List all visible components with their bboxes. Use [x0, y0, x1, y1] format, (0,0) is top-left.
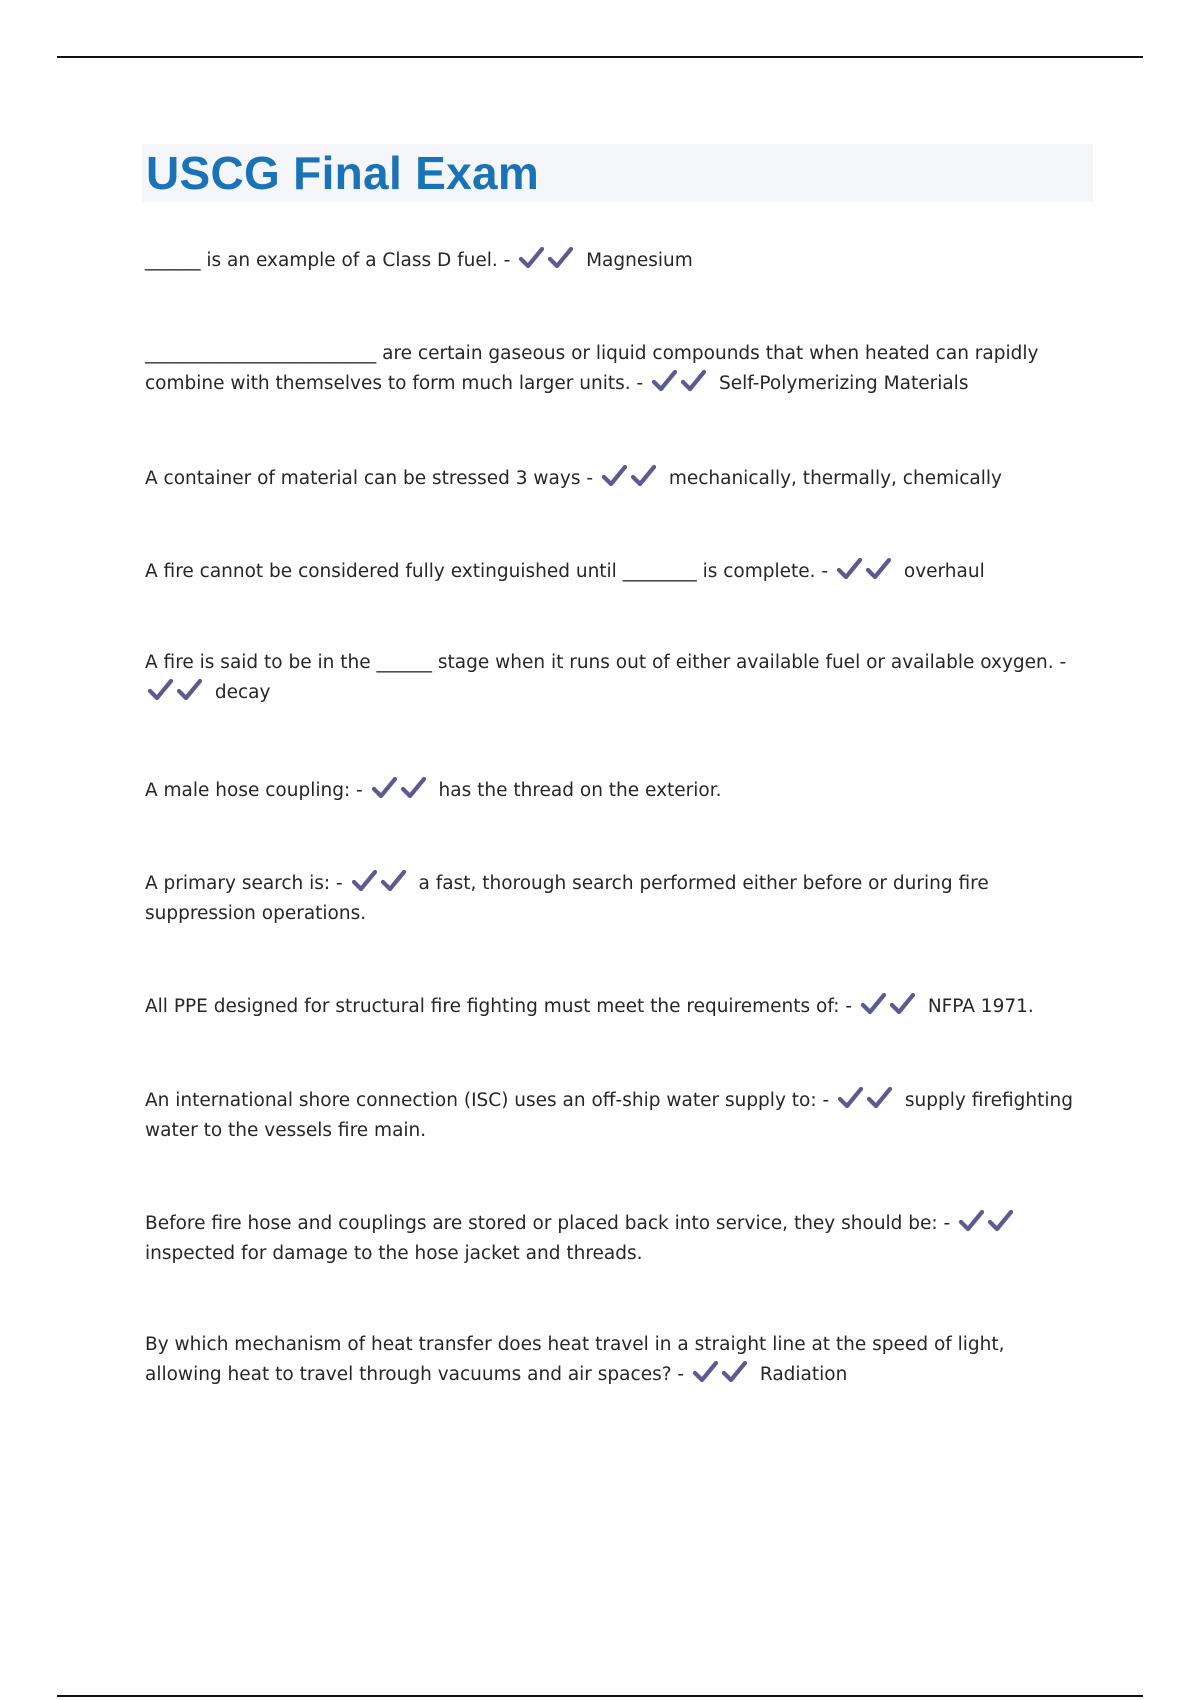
answer-text: Self-Polymerizing Materials — [718, 373, 969, 394]
qa-item-6 — [145, 776, 1085, 806]
double-check-icon — [958, 1209, 1016, 1233]
qa-item-10 — [145, 1209, 1085, 1269]
question-text: A fire cannot be considered fully extinguished until ________ is complete. - — [145, 561, 829, 582]
qa-item-9 — [145, 1086, 1085, 1146]
double-check-icon — [147, 678, 205, 702]
answer-text: NFPA 1971. — [927, 996, 1034, 1017]
qa-item-2 — [145, 339, 1085, 399]
qa-item-7 — [145, 869, 1085, 929]
answer-text: Magnesium — [586, 250, 693, 271]
double-check-icon — [692, 1360, 750, 1384]
question-text: All PPE designed for structural fire fighting must meet the requirements of: - — [145, 996, 853, 1017]
answer-text: a fast, thorough search performed either before or during fire suppression operations. — [145, 873, 989, 924]
answer-text: supply firefighting water to the vessels fire main. — [145, 1090, 1073, 1141]
qa-item-11 — [145, 1330, 1085, 1390]
answer-text: overhaul — [903, 561, 985, 582]
double-check-icon — [836, 557, 894, 581]
question-text: By which mechanism of heat transfer does heat travel in a straight line at the speed of light, allowing heat to travel through vacuums and air spaces? - — [145, 1334, 1005, 1385]
double-check-icon — [651, 369, 709, 393]
question-text: Before fire hose and couplings are stored or placed back into service, they should be: - — [145, 1213, 951, 1234]
qa-item-1 — [145, 246, 1085, 276]
answer-text: decay — [214, 682, 271, 703]
double-check-icon — [518, 246, 576, 270]
answer-text: mechanically, thermally, chemically — [668, 468, 1002, 489]
double-check-icon — [860, 992, 918, 1016]
double-check-icon — [837, 1086, 895, 1110]
qa-item-3 — [145, 464, 1085, 494]
double-check-icon — [351, 869, 409, 893]
question-text: A container of material can be stressed 3 ways - — [145, 468, 594, 489]
question-text: ______ is an example of a Class D fuel. - — [145, 250, 511, 271]
double-check-icon — [371, 776, 429, 800]
question-text: _________________________ are certain gaseous or liquid compounds that when heated can rapidly combine with themselves to form much larger units. - — [145, 343, 1039, 394]
answer-text: has the thread on the exterior. — [438, 780, 722, 801]
answer-text: Radiation — [759, 1364, 848, 1385]
question-text: An international shore connection (ISC) uses an off-ship water supply to: - — [145, 1090, 830, 1111]
question-text: A male hose coupling: - — [145, 780, 363, 801]
qa-item-8 — [145, 992, 1085, 1022]
qa-item-4 — [145, 557, 1085, 587]
top-rule — [57, 56, 1143, 58]
answer-text: inspected for damage to the hose jacket and threads. — [145, 1243, 643, 1264]
page-title: USCG Final Exam — [146, 147, 540, 199]
bottom-rule — [57, 1695, 1143, 1697]
qa-item-5 — [145, 648, 1085, 708]
question-text: A primary search is: - — [145, 873, 343, 894]
double-check-icon — [601, 464, 659, 488]
question-text: A fire is said to be in the ______ stage when it runs out of either available fuel or available oxygen. - — [145, 652, 1067, 673]
